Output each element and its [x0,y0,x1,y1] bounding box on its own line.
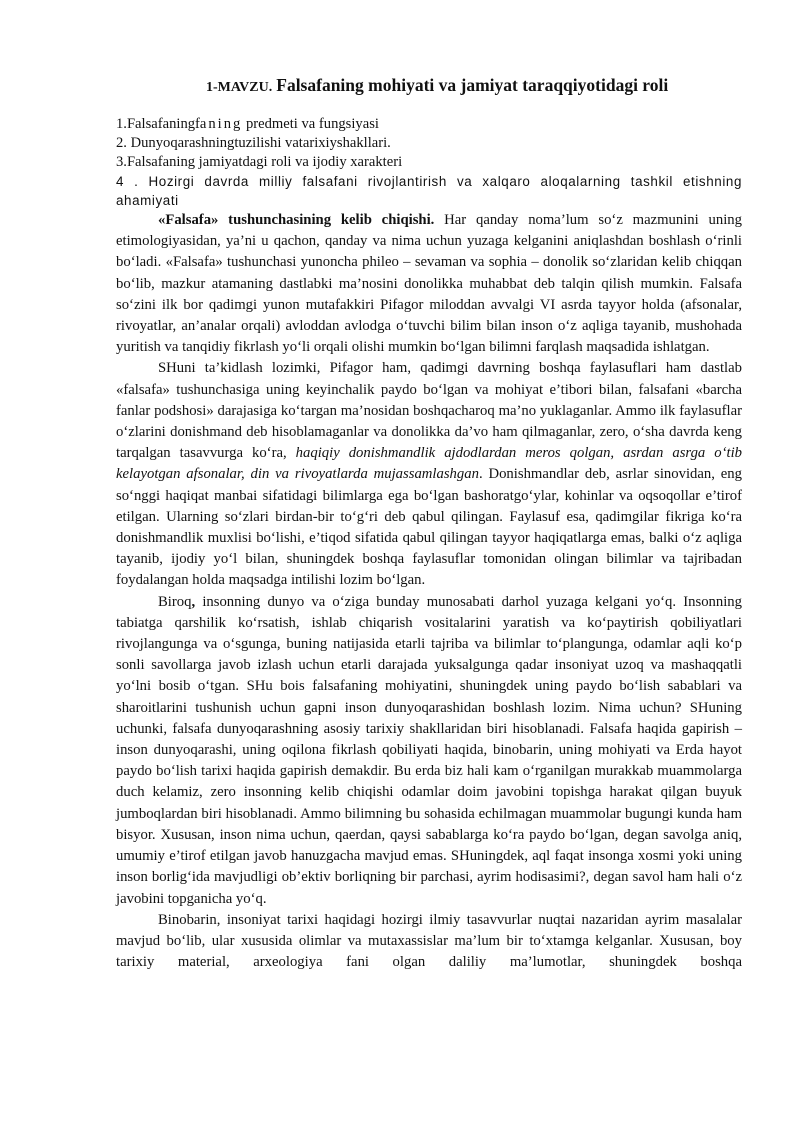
title-label: 1-MAVZU. [206,80,273,95]
plan-item-3: 3.Falsafaning jamiyatdagi roli va ijodiy xarakteri [116,154,403,170]
plan-item-4: 4 . Hozirgi davrda milliy falsafani rivojlantirish va xalqaro aloqalarning tashkil etishning ahamiyati [116,174,742,208]
plan-item-1-b: aning [199,116,243,132]
paragraph-3-comma: , [191,593,196,610]
paragraph-2-a: SHuni ta’kidlash lozimki, Pifagor ham, qadimgi davrning boshqa faylasuflari ham dastlab «falsafa» tushunchasiga uning keyinchalik paydo bo‘lgan va mohiyat e’tibori bilan, falsafani «barcha fanlar podshosi» darajasiga ko‘targan ma’nosidan boshqacharoq ma’no yuklaganlar. Ammo ilk faylasuflar o‘zlarini donishmand deb hisoblamaganlar va donolikka da’vo ham qilmaganlar, zero, o‘sha davrda keng tarqalgan tasavvurga ko‘ra, [116,360,742,462]
paragraph-3 [116,592,742,910]
plan-item-2: 2. Dunyoqarashningtuzilishi vatarixiyshakllari. [116,135,391,151]
page-title [116,72,742,101]
document-page [116,62,742,974]
paragraph-4: Binobarin, insoniyat tarixi haqidagi hozirgi ilmiy tasavvurlar nuqtai nazaridan ayrim masalalar mavjud bo‘lib, ular xususida olimlar va mutaxassislar ma’lum bir to‘xtamga kelganlar. Xususan, boy tarixiy material, arxeologiya fani olgan daliliy ma’lumotlar, shuningdek boshqa [116,911,742,971]
paragraph-2 [116,358,742,591]
paragraph-3-b: insonning dunyo va o‘ziga bunday munosabati darhol yuzaga kelgani yo‘q. Insonning tabiatga qarshilik ko‘rsatish, ishlab chiqarish vositalarini yaratish va ko‘paytirish qobiliyatlari rivojlangunga va o‘sgunga, buning natijasida etarli tajriba va bilimlar to‘plangunga, odamlar aqli ko‘p sonli savollarga javob izlash uchun etarli darajada yuksalgunga qadar insoniyat uzoq va mashaqqatli yo‘lni bosib o‘tgan. SHu bois falsafaning mohiyatini, shuningdek uning paydo bo‘lish sabablari va sharoitlarini tushunish uchun gapni inson dunyoqarashidan boshlash lozim. Nima uchun? SHuning uchunki, falsafa dunyoqarashning asosiy tarixiy shakllaridan biri hisoblanadi. Falsafa haqida gapirish – inson dunyoqarashi, uning oqilona fikrlash qobiliyati haqida, binobarin, uning mohiyati va Erda hayot paydo bo‘lish tarixi haqida gapirish demakdir. Bu erda biz hali kam o‘rganilgan murakkab muammolarga duch kelamiz, zero insonning kelib chiqishi odamlar doim javobini topishga harakat qilgan buyuk jumboqlardan biri hisoblanadi. Ammo bilimning bu sohasida echilmagan muammolar bugungi kunda ham bisyor. Xususan, inson nima uchun, qaerdan, qaysi sabablarga ko‘ra paydo bo‘lgan, degan savolga aniq, umumiy e’tirof etilgan javob hanuzgacha mavjud emas. SHuningdek, aql faqat insonga xosmi yoki uning inson borlig‘ida mavjudligi ob’ektiv borliqning bir parchasi, ayrim hodisasimi?, degan savol ham hali o‘z javobini topganicha yo‘q. [116,593,742,907]
section-heading: «Falsafa» tushunchasining kelib chiqishi. [158,212,435,228]
plan-item-1-c: predmeti va fungsiyasi [242,116,379,132]
paragraph-1-text: Har qanday noma’lum so‘z mazmunini uning etimologiyasidan, ya’ni u qachon, qanday va nima uchun yuzaga kelganini aniqlashdan boshlash o‘rinli bo‘ladi. «Falsafa» tushunchasi yunoncha phileo – sevaman va sophia – donolik so‘zlaridan kelib chiqqan bo‘lib, mazkur atamaning dastlabki ma’nosini donolikka muhabbat deb talqin qilish mumkin. Falsafa so‘zini ilk bor qadimgi yunon mutafakkiri Pifagor miloddan avvalgi VI asrda tayyor holda (afsonalar, rivoyatlar, an’analar orqali) avloddan avlodga o‘tuvchi bilim bilan inson o‘z aqliga tayanib, mushohada yuritish va tanqidiy fikrlash yo‘li orqali olishi mumkin bo‘lgan bilimni farqlash maqsadida ishlatgan. [116,212,742,356]
paragraph-1 [116,210,742,358]
paragraph-2-b: . Donishmandlar deb, asrlar sinovidan, eng so‘nggi haqiqat manbai sifatidagi bilimlarga ega bo‘lgan bashoratgo‘ylar, kohinlar va oqsoqollar e’tirof etilgan. Ularning so‘zlari birdan-bir to‘g‘ri deb qabul qilingan. Faylasuf esa, qadimgilar fikriga ko‘ra donishmandlik muxlisi bo‘lishi, e’tiqod sifatida qabul qilingan tayyor haqiqatlarga emas, balki o‘z aqliga tayanib, ijodiy yo‘l bilan, shuningdek boshqa faylasuflar tomonidan olingan bilimlar va tajribadan foydalangan holda maqsadga intilishi lozim bo‘lgan. [116,466,742,589]
paragraph-3-a: Biroq [158,593,192,610]
plan-list [116,115,742,210]
plan-item-1 [116,115,742,134]
title-text: Falsafaning mohiyati va jamiyat taraqqiyotidagi roli [276,75,669,95]
paragraph-2-italic: haqiqiy donishmandlik ajdodlardan meros qolgan, asrdan asrga o‘tib kelayotgan afsonalar, din va rivoyatlarda mujassamlashgan [116,445,743,483]
plan-item-1-a: 1.Falsafaningf [116,116,200,132]
